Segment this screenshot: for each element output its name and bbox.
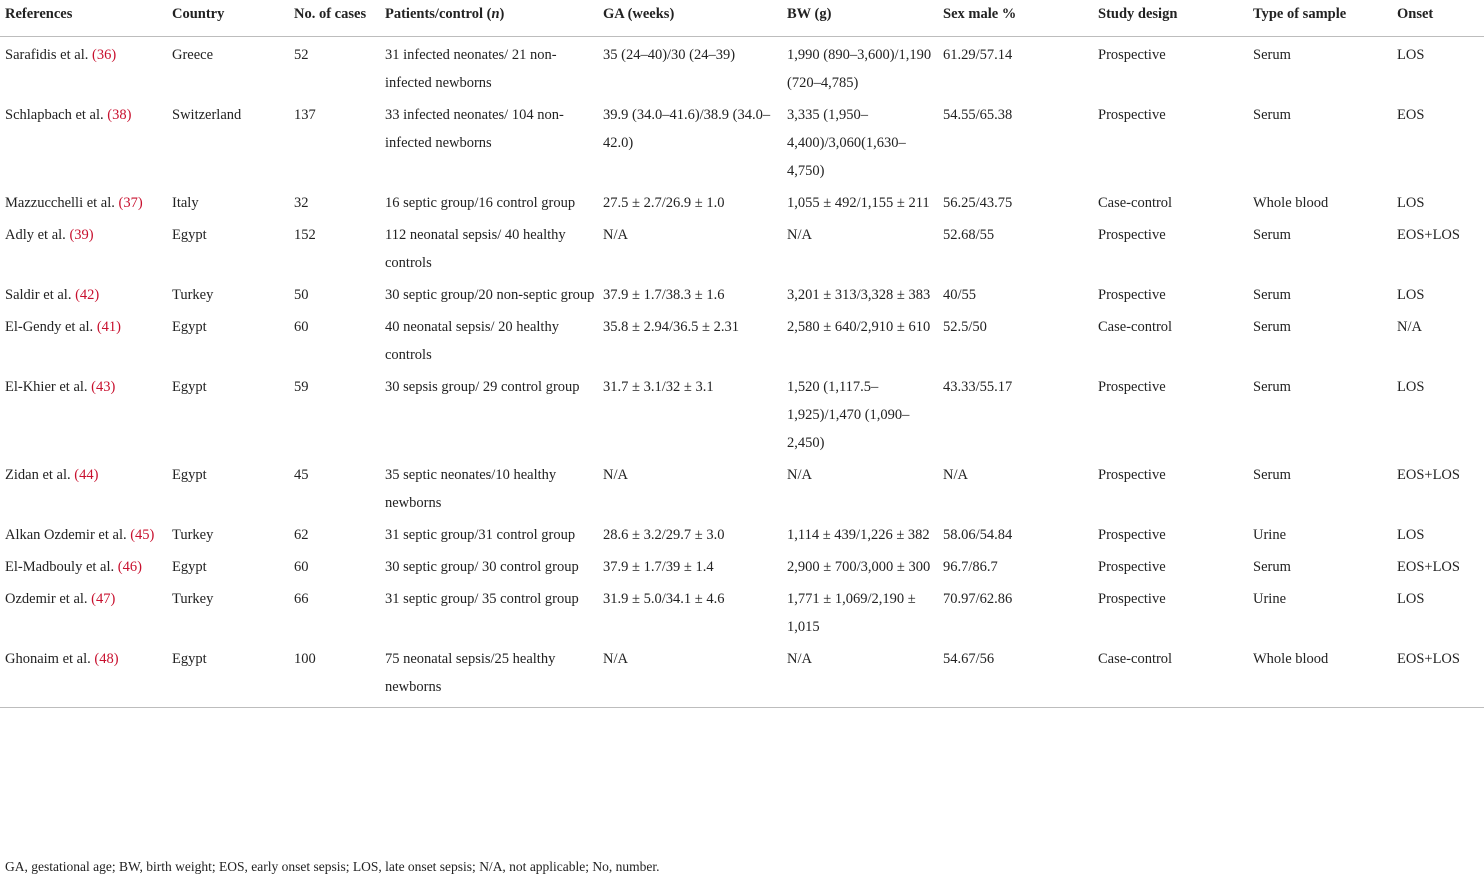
cell-design: Prospective — [1098, 47, 1166, 63]
header-row — [0, 0, 1484, 37]
citation-link[interactable]: (38) — [107, 107, 132, 123]
cell-ga: N/A — [603, 467, 628, 483]
table-row — [0, 217, 1484, 277]
cell-patients: 30 septic group/20 non-septic group — [385, 287, 595, 303]
cell-patients: 31 septic group/ 35 control group — [385, 591, 579, 607]
cell-design: Case-control — [1098, 195, 1173, 211]
cell-ga: 28.6 ± 3.2/29.7 ± 3.0 — [603, 527, 725, 543]
citation-link[interactable]: (39) — [69, 227, 94, 243]
cell-reference — [0, 549, 172, 581]
cell-sex: 52.5/50 — [943, 319, 987, 335]
cell-sex: 52.68/55 — [943, 227, 995, 243]
table-row — [0, 581, 1484, 641]
cell-design: Prospective — [1098, 527, 1166, 543]
col-header-cases: No. of cases — [294, 0, 385, 37]
cell-cases: 62 — [294, 527, 309, 543]
cell-ga: 39.9 (34.0–41.6)/38.9 (34.0–42.0) — [603, 107, 771, 151]
cell-bw: N/A — [787, 641, 943, 708]
cell-sex: 40/55 — [943, 287, 977, 303]
cell-ga: 35 (24–40)/30 (24–39) — [603, 47, 736, 63]
cell-reference — [0, 185, 172, 217]
cell-bw: 2,580 ± 640/2,910 ± 610 — [787, 319, 931, 335]
cell-onset: LOS — [1397, 591, 1425, 607]
cell-country: Turkey — [172, 527, 214, 543]
reference-text: El-Khier et al. — [5, 379, 92, 395]
cell-bw: 3,335 (1,950–4,400)/3,060(1,630–4,750) — [787, 107, 906, 179]
cell-reference — [0, 369, 172, 457]
cell-ga: 27.5 ± 2.7/26.9 ± 1.0 — [603, 195, 725, 211]
cell-bw: N/A — [787, 227, 812, 243]
cell-patients: 16 septic group/16 control group — [385, 195, 576, 211]
col-header-patients-prefix: Patients/control ( — [385, 6, 492, 22]
reference-text: El-Gendy et al. — [5, 319, 97, 335]
cell-ga: 35.8 ± 2.94/36.5 ± 2.31 — [603, 319, 739, 335]
cell-country: Switzerland — [172, 107, 242, 123]
cell-onset: EOS+LOS — [1397, 227, 1460, 243]
cell-sample: Serum — [1253, 379, 1291, 395]
cell-design: Prospective — [1098, 559, 1166, 575]
cell-bw: 1,055 ± 492/1,155 ± 211 — [787, 195, 930, 211]
col-header-references: References — [0, 0, 172, 37]
cell-sex: 61.29/57.14 — [943, 47, 1013, 63]
cell-sample: Urine — [1253, 591, 1287, 607]
cell-country: Egypt — [172, 379, 207, 395]
cell-ga: N/A — [603, 227, 628, 243]
col-header-country: Country — [172, 0, 294, 37]
cell-patients: 30 sepsis group/ 29 control group — [385, 379, 580, 395]
cell-design: Prospective — [1098, 467, 1166, 483]
cell-bw: 1,771 ± 1,069/2,190 ± 1,015 — [787, 591, 916, 635]
cell-patients: 75 neonatal sepsis/25 healthy newborns — [385, 641, 603, 708]
cell-sample: Serum — [1253, 227, 1291, 243]
cell-sex: 54.67/56 — [943, 641, 1098, 708]
col-header-bw: BW (g) — [787, 0, 943, 37]
reference-text: Ghonaim et al. — [5, 651, 95, 667]
cell-sex: 43.33/55.17 — [943, 379, 1013, 395]
cell-design: Prospective — [1098, 107, 1166, 123]
cell-cases: 66 — [294, 591, 309, 607]
cell-design: Prospective — [1098, 227, 1166, 243]
citation-link[interactable]: (43) — [91, 379, 116, 395]
cell-cases: 45 — [294, 467, 309, 483]
table-body — [0, 37, 1484, 708]
cell-country: Egypt — [172, 319, 207, 335]
citation-link[interactable]: (46) — [117, 559, 142, 575]
cell-onset: N/A — [1397, 319, 1422, 335]
col-header-onset: Onset — [1397, 0, 1484, 37]
cell-country: Greece — [172, 47, 214, 63]
table-footnote: GA, gestational age; BW, birth weight; EOS, early onset sepsis; LOS, late onset sepsis; N/A, not applicable; No, number. — [5, 859, 660, 874]
cell-cases: 52 — [294, 47, 309, 63]
citation-link[interactable]: (48) — [94, 651, 119, 667]
citation-link[interactable]: (47) — [91, 591, 116, 607]
cell-bw: 1,990 (890–3,600)/1,190 (720–4,785) — [787, 47, 932, 91]
cell-bw: 1,114 ± 439/1,226 ± 382 — [787, 527, 930, 543]
cell-reference — [0, 217, 172, 277]
cell-patients: 31 infected neonates/ 21 non-infected newborns — [385, 47, 557, 91]
reference-text: Saldir et al. — [5, 287, 76, 303]
cell-sample: Whole blood — [1253, 195, 1329, 211]
cell-sample: Serum — [1253, 287, 1291, 303]
table-row — [0, 517, 1484, 549]
cell-patients: 35 septic neonates/10 healthy newborns — [385, 467, 557, 511]
cell-design: Case-control — [1098, 641, 1253, 708]
cell-reference — [0, 581, 172, 641]
cell-onset: LOS — [1397, 527, 1425, 543]
citation-link[interactable]: (36) — [91, 47, 117, 63]
cell-sex: 58.06/54.84 — [943, 527, 1013, 543]
cell-sample: Urine — [1253, 527, 1287, 543]
cell-sex: N/A — [943, 467, 968, 483]
table-row — [0, 97, 1484, 185]
cell-bw: 2,900 ± 700/3,000 ± 300 — [787, 559, 931, 575]
cell-sex: 54.55/65.38 — [943, 107, 1013, 123]
cell-design: Case-control — [1098, 319, 1173, 335]
cell-sample: Serum — [1253, 47, 1291, 63]
reference-text: Alkan Ozdemir et al. — [5, 527, 131, 543]
table-row — [0, 277, 1484, 309]
cell-design: Prospective — [1098, 287, 1166, 303]
cell-country: Italy — [172, 195, 199, 211]
reference-text: Sarafidis et al. — [5, 47, 92, 63]
cell-design: Prospective — [1098, 591, 1166, 607]
citation-link[interactable]: (45) — [130, 527, 155, 543]
table-row — [0, 641, 1484, 708]
cell-ga: 31.9 ± 5.0/34.1 ± 4.6 — [603, 591, 725, 607]
citation-link[interactable]: (44) — [74, 467, 99, 483]
cell-reference — [0, 309, 172, 369]
reference-text: Zidan et al. — [5, 467, 75, 483]
cell-sample: Serum — [1253, 319, 1291, 335]
cell-sample: Serum — [1253, 107, 1291, 123]
reference-text: Schlapbach et al. — [5, 107, 108, 123]
cell-onset: LOS — [1397, 287, 1425, 303]
col-header-sex: Sex male % — [943, 0, 1098, 37]
table-row — [0, 457, 1484, 517]
col-header-patients — [385, 0, 603, 37]
cell-patients: 40 neonatal sepsis/ 20 healthy controls — [385, 319, 559, 363]
cell-onset: LOS — [1397, 195, 1425, 211]
reference-text: Ozdemir et al. — [5, 591, 92, 607]
cell-country: Egypt — [172, 467, 207, 483]
table-row — [0, 185, 1484, 217]
table-row — [0, 309, 1484, 369]
reference-text: El-Madbouly et al. — [5, 559, 118, 575]
cell-onset: EOS+LOS — [1397, 559, 1460, 575]
col-header-patients-suffix: ) — [499, 6, 505, 22]
cell-cases: 60 — [294, 559, 309, 575]
cell-sample: Serum — [1253, 467, 1291, 483]
col-header-design: Study design — [1098, 0, 1253, 37]
cell-sample: Whole blood — [1253, 641, 1397, 708]
cell-cases: 152 — [294, 227, 316, 243]
cell-patients: 33 infected neonates/ 104 non-infected newborns — [385, 107, 564, 151]
cell-country: Turkey — [172, 591, 214, 607]
cell-reference — [0, 37, 172, 98]
citation-link[interactable]: (37) — [118, 195, 143, 211]
cell-cases: 60 — [294, 319, 309, 335]
cell-country: Egypt — [172, 227, 207, 243]
col-header-patients-n: n — [491, 6, 500, 22]
cell-cases: 100 — [294, 641, 385, 708]
cell-country: Turkey — [172, 287, 214, 303]
cell-sample: Serum — [1253, 559, 1291, 575]
cell-cases: 137 — [294, 107, 316, 123]
table-row — [0, 37, 1484, 98]
cell-country: Egypt — [172, 559, 207, 575]
cell-patients: 112 neonatal sepsis/ 40 healthy controls — [385, 227, 566, 271]
citation-link[interactable]: (41) — [96, 319, 121, 335]
reference-text: Mazzucchelli et al. — [5, 195, 119, 211]
cell-onset: EOS+LOS — [1397, 641, 1484, 708]
cell-cases: 59 — [294, 379, 309, 395]
cell-reference — [0, 457, 172, 517]
cell-design: Prospective — [1098, 379, 1166, 395]
cell-bw: 3,201 ± 313/3,328 ± 383 — [787, 287, 931, 303]
cell-reference — [0, 97, 172, 185]
cell-bw: N/A — [787, 467, 812, 483]
reference-text: Adly et al. — [5, 227, 70, 243]
cell-ga: N/A — [603, 641, 787, 708]
cell-patients: 31 septic group/31 control group — [385, 527, 576, 543]
cell-sex: 56.25/43.75 — [943, 195, 1013, 211]
cell-ga: 37.9 ± 1.7/39 ± 1.4 — [603, 559, 714, 575]
cell-onset: EOS+LOS — [1397, 467, 1460, 483]
cell-onset: LOS — [1397, 379, 1425, 395]
cell-onset: EOS — [1397, 107, 1425, 123]
cell-cases: 50 — [294, 287, 309, 303]
col-header-ga: GA (weeks) — [603, 0, 787, 37]
cell-country: Egypt — [172, 641, 294, 708]
cell-sex: 70.97/62.86 — [943, 591, 1013, 607]
table-row — [0, 549, 1484, 581]
col-header-sample: Type of sample — [1253, 0, 1397, 37]
cell-bw: 1,520 (1,117.5–1,925)/1,470 (1,090–2,450) — [787, 379, 910, 451]
citation-link[interactable]: (42) — [75, 287, 100, 303]
cell-reference — [0, 641, 172, 708]
cell-reference — [0, 517, 172, 549]
cell-onset: LOS — [1397, 47, 1425, 63]
cell-patients: 30 septic group/ 30 control group — [385, 559, 579, 575]
cell-reference — [0, 277, 172, 309]
cell-cases: 32 — [294, 195, 309, 211]
table-row — [0, 369, 1484, 457]
cell-ga: 37.9 ± 1.7/38.3 ± 1.6 — [603, 287, 725, 303]
cell-sex: 96.7/86.7 — [943, 559, 998, 575]
cell-ga: 31.7 ± 3.1/32 ± 3.1 — [603, 379, 714, 395]
